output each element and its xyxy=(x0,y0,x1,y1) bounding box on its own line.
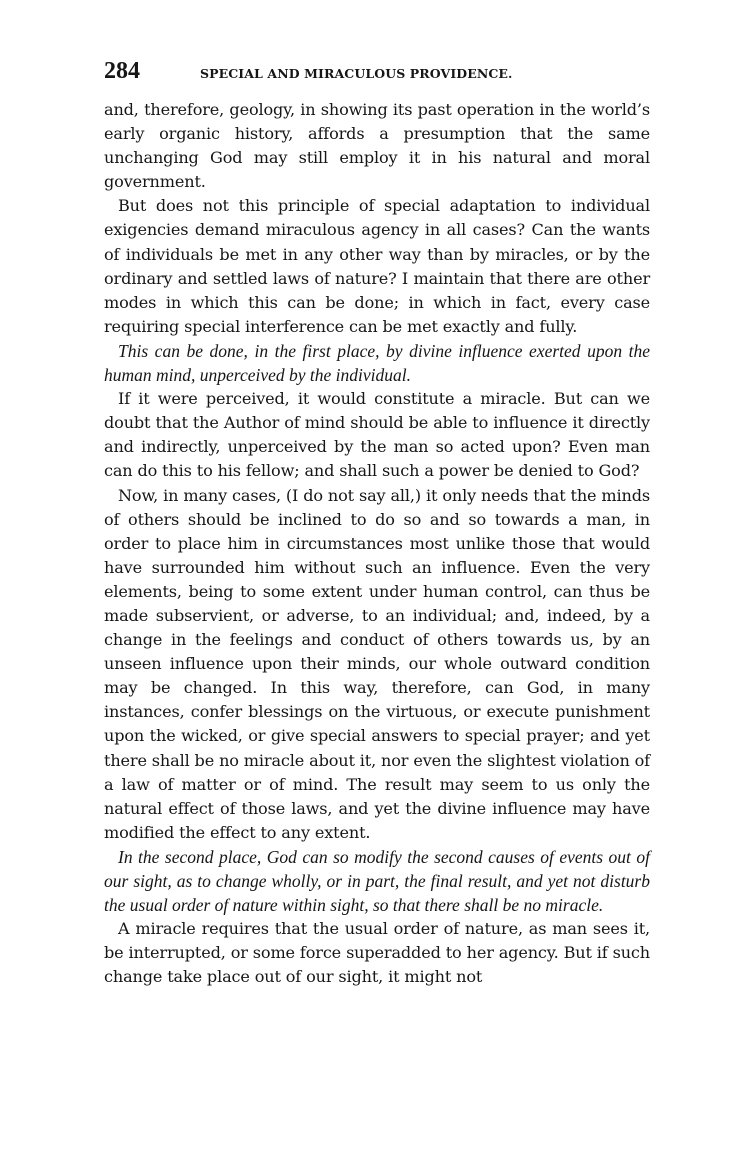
paragraph: A miracle requires that the usual order of nature, as man sees it, be interrupted, or some force superadded to her agency. But if such change take place out of our sight, it might not xyxy=(104,919,650,987)
body-text xyxy=(104,98,650,989)
running-head: SPECIAL AND MIRACULOUS PROVIDENCE. xyxy=(200,66,513,81)
page-number: 284 xyxy=(104,58,140,84)
page-header xyxy=(104,58,650,98)
paragraph: Now, in many cases, (I do not say all,) it only needs that the minds of others should be inclined to do so and so towards a man, in order to place him in circumstances most unlike those that would have surrounded him without such an influence. Even the very elements, being to some extent under human control, can thus be made subservient, or adverse, to an individual; and, indeed, by a change in the feelings and conduct of others towards us, by an unseen influence upon their minds, our whole outward condition may be changed. In this way, therefore, can God, in many instances, confer blessings on the virtuous, or execute punishment upon the wicked, or give special answers to special prayer; and yet there shall be no miracle about it, nor even the slightest violation of a law of matter or of mind. The result may seem to us only the natural effect of those laws, and yet the divine influence may have modified the effect to any extent. xyxy=(104,485,650,842)
paragraph-continuation: and, therefore, geology, in showing its past operation in the world’s early organic history, affords a presumption that the same unchanging God may still employ it in his natural and moral government. xyxy=(104,100,650,192)
italic-proposition: In the second place, God can so modify the second causes of events out of our sight, as to change wholly, or in part, the final result, and yet not disturb the usual order of nature within sight, so that there shall be no miracle. xyxy=(104,846,650,916)
italic-proposition: This can be done, in the first place, by divine influence exerted upon the human mind, unperceived by the individual. xyxy=(104,340,650,386)
book-page xyxy=(104,58,650,989)
paragraph: If it were perceived, it would constitute a miracle. But can we doubt that the Author of mind should be able to influence it directly and indirectly, unperceived by the man so acted upon? Even man can do this to his fellow; and shall such a power be denied to God? xyxy=(104,389,650,481)
paragraph: But does not this principle of special adaptation to individual exigencies demand miraculous agency in all cases? Can the wants of individuals be met in any other way than by miracles, or by the ordinary and settled laws of nature? I maintain that there are other modes in which this can be done; in which in fact, every case requiring special interference can be met exactly and fully. xyxy=(104,196,650,336)
